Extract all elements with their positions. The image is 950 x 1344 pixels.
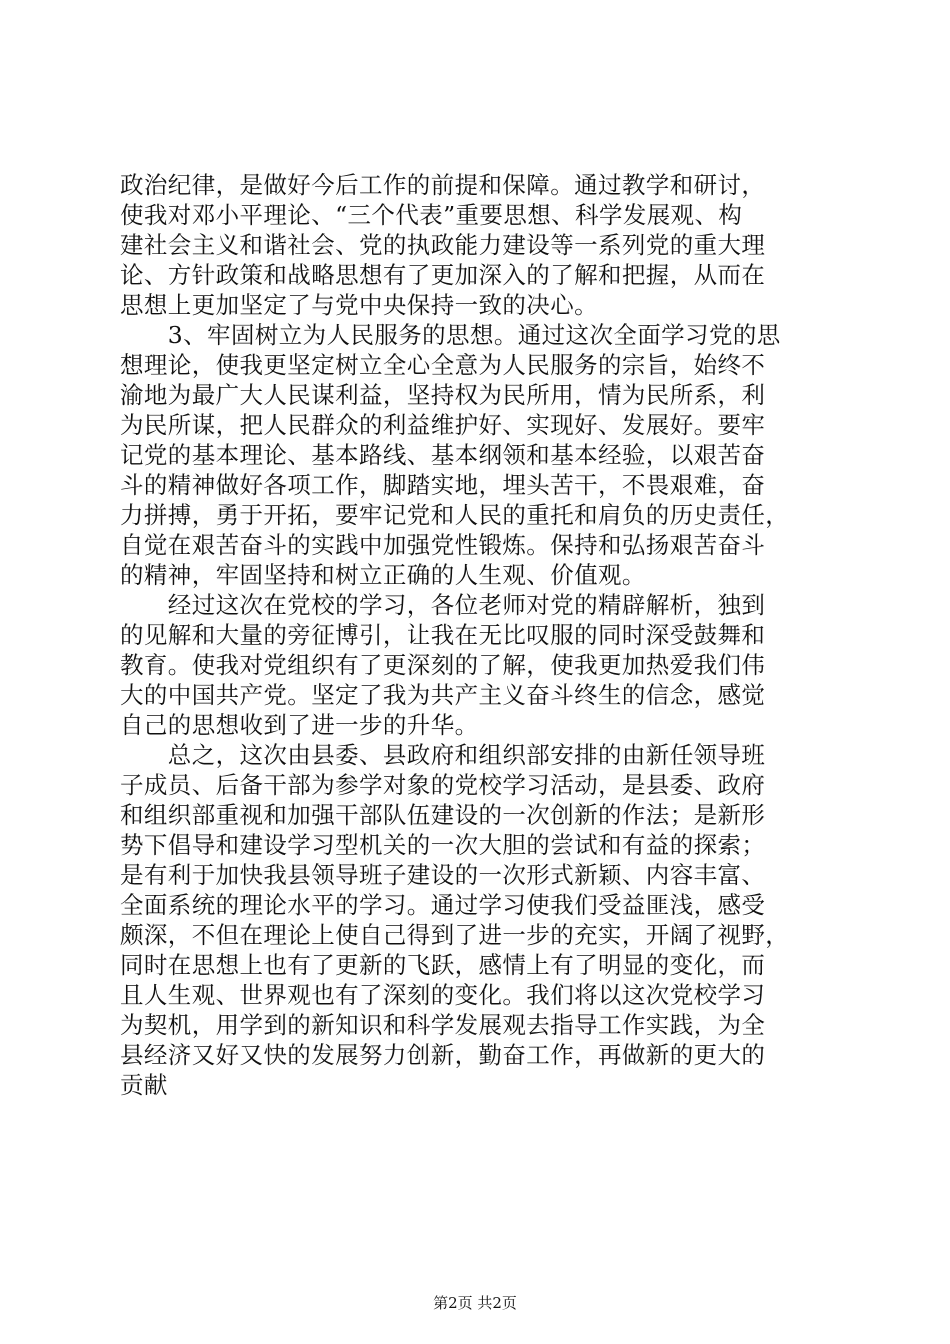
text-line: 且人生观、世界观也有了深刻的变化。我们将以这次党校学习 xyxy=(120,981,766,1009)
text-line: 贡献 xyxy=(120,1071,168,1099)
text-line: 建社会主义和谐社会、党的执政能力建设等一系列党的重大理 xyxy=(120,231,766,259)
text-line: 同时在思想上也有了更新的飞跃，感情上有了明显的变化，而 xyxy=(120,951,766,979)
text-line: 使我对邓小平理论、“三个代表”重要思想、科学发展观、构 xyxy=(120,201,743,229)
text-line: 颇深，不但在理论上使自己得到了进一步的充实，开阔了视野， xyxy=(120,921,790,949)
text-line: 记党的基本理论、基本路线、基本纲领和基本经验，以艰苦奋 xyxy=(120,441,766,469)
page-number-footer: 第2页 共2页 xyxy=(433,1294,517,1312)
text-line: 力拼搏，勇于开拓，要牢记党和人民的重托和肩负的历史责任， xyxy=(120,501,790,529)
text-line: 和组织部重视和加强干部队伍建设的一次创新的作法；是新形 xyxy=(120,801,766,829)
text-line: 斗的精神做好各项工作，脚踏实地，埋头苦干，不畏艰难，奋 xyxy=(120,471,766,499)
text-line: 县经济又好又快的发展努力创新，勤奋工作，再做新的更大的 xyxy=(120,1041,766,1069)
text-line: 势下倡导和建设学习型机关的一次大胆的尝试和有益的探索； xyxy=(120,831,766,859)
text-line: 经过这次在党校的学习，各位老师对党的精辟解析，独到 xyxy=(120,591,766,619)
text-line: 总之，这次由县委、县政府和组织部安排的由新任领导班 xyxy=(120,741,766,769)
text-line: 3、牢固树立为人民服务的思想。通过这次全面学习党的思 xyxy=(120,321,781,349)
text-line: 的精神，牢固坚持和树立正确的人生观、价值观。 xyxy=(120,561,646,589)
text-line: 想理论，使我更坚定树立全心全意为人民服务的宗旨，始终不 xyxy=(120,351,766,379)
text-line: 自觉在艰苦奋斗的实践中加强党性锻炼。保持和弘扬艰苦奋斗 xyxy=(120,531,766,559)
text-line: 大的中国共产党。坚定了我为共产主义奋斗终生的信念，感觉 xyxy=(120,681,766,709)
text-line: 为民所谋，把人民群众的利益维护好、实现好、发展好。要牢 xyxy=(120,411,766,439)
text-line: 全面系统的理论水平的学习。通过学习使我们受益匪浅，感受 xyxy=(120,891,766,919)
text-line: 的见解和大量的旁征博引，让我在无比叹服的同时深受鼓舞和 xyxy=(120,621,766,649)
text-line: 自己的思想收到了进一步的升华。 xyxy=(120,711,479,739)
text-line: 渝地为最广大人民谋利益，坚持权为民所用，情为民所系，利 xyxy=(120,381,766,409)
text-line: 教育。使我对党组织有了更深刻的了解，使我更加热爱我们伟 xyxy=(120,651,766,679)
text-line: 思想上更加坚定了与党中央保持一致的决心。 xyxy=(120,291,598,319)
text-line: 论、方针政策和战略思想有了更加深入的了解和把握，从而在 xyxy=(120,261,766,289)
text-line: 政治纪律，是做好今后工作的前提和保障。通过教学和研讨， xyxy=(120,171,766,199)
text-line: 为契机，用学到的新知识和科学发展观去指导工作实践，为全 xyxy=(120,1011,766,1039)
text-line: 是有利于加快我县领导班子建设的一次形式新颖、内容丰富、 xyxy=(120,861,766,889)
body-text xyxy=(120,170,840,1100)
text-line: 子成员、后备干部为参学对象的党校学习活动，是县委、政府 xyxy=(120,771,766,799)
